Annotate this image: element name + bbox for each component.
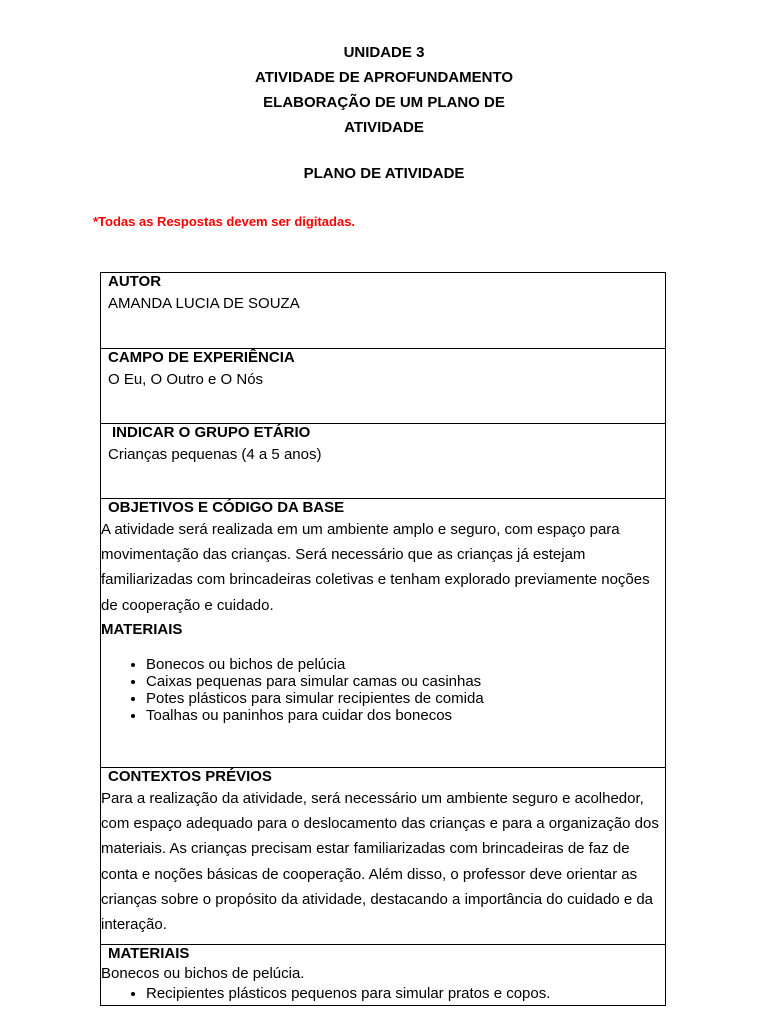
- materiais-list: [101, 985, 665, 1002]
- autor-label: AUTOR: [108, 273, 162, 290]
- grupo-cell: [100, 423, 666, 499]
- grupo-label: INDICAR O GRUPO ETÁRIO: [112, 424, 311, 441]
- list-item: • Caixas pequenas para simular camas ou casinhas: [146, 673, 665, 690]
- materiais-cell: [100, 944, 666, 1006]
- autor-value: AMANDA LUCIA DE SOUZA: [108, 295, 300, 312]
- activity-title: ATIVIDADE DE APROFUNDAMENTO: [254, 69, 514, 86]
- elaboration-title-line2: ATIVIDADE: [344, 119, 424, 136]
- unit-title: UNIDADE 3: [343, 44, 425, 61]
- list-item: • Toalhas ou paninhos para cuidar dos bonecos: [146, 707, 665, 724]
- objetivos-materiais-list: [101, 656, 665, 724]
- materiais-label: MATERIAIS: [108, 945, 190, 962]
- autor-cell: [100, 272, 666, 349]
- contextos-cell: [100, 767, 666, 945]
- contextos-label: CONTEXTOS PRÉVIOS: [108, 768, 272, 785]
- plan-title: PLANO DE ATIVIDADE: [303, 165, 465, 182]
- objetivos-text: A atividade será realizada em um ambiente amplo e seguro, com espaço para movimentação das crianças. Será necessário que as crianças já estejam familiarizadas com brincadeiras coletivas e tenham explorado previamente noções de cooperação e cuidado.: [101, 521, 650, 614]
- contextos-text: Para a realização da atividade, será necessário um ambiente seguro e acolhedor, com espaço adequado para o deslocamento das crianças e para a organização dos materiais. As crianças precisam estar familiarizadas com brincadeiras de faz de conta e noções básicas de cooperação. Além disso, o professor deve orientar as crianças sobre o propósito da atividade, destacando a importância do cuidado e da interação.: [101, 790, 659, 934]
- materiais-first-line: Bonecos ou bichos de pelúcia.: [101, 965, 305, 982]
- campo-cell: [100, 348, 666, 424]
- campo-value: O Eu, O Outro e O Nós: [108, 371, 264, 388]
- document-header: [0, 40, 768, 140]
- list-item: • Potes plásticos para simular recipientes de comida: [146, 690, 665, 707]
- objetivos-label: OBJETIVOS E CÓDIGO DA BASE: [108, 499, 345, 516]
- grupo-value: Crianças pequenas (4 a 5 anos): [108, 446, 322, 463]
- objetivos-materiais-label: MATERIAIS: [101, 620, 183, 638]
- elaboration-title-line1: ELABORAÇÃO DE UM PLANO DE: [263, 94, 505, 111]
- objetivos-cell: [100, 498, 666, 768]
- list-item: • Recipientes plásticos pequenos para simular pratos e copos.: [146, 985, 665, 1002]
- instruction-note: *Todas as Respostas devem ser digitadas.: [93, 214, 356, 229]
- campo-label: CAMPO DE EXPERIÊNCIA: [108, 349, 295, 366]
- list-item: • Bonecos ou bichos de pelúcia: [146, 656, 665, 673]
